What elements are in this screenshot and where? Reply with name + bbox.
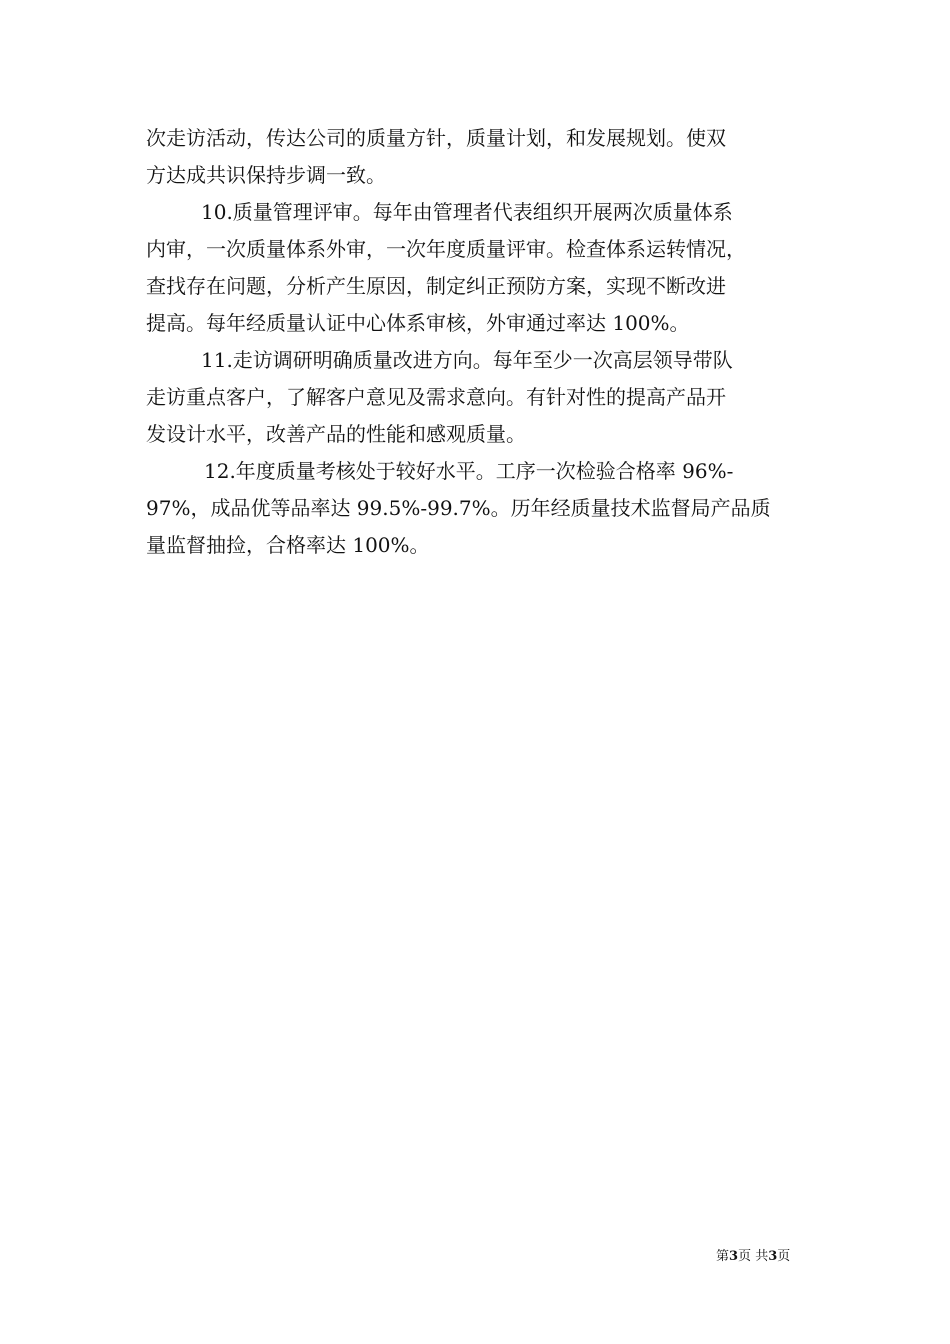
document-body [146,120,811,564]
paragraph-10-start: 10.质量管理评审。每年由管理者代表组织开展两次质量体系 [201,200,733,224]
text-line: 提高。每年经质量认证中心体系审核，外审通过率达 100%。 [146,311,690,335]
current-page-number: 3 [729,1249,739,1264]
footer-middle: 页 共 [738,1249,769,1264]
page-number-footer [716,1247,790,1267]
total-page-number: 3 [768,1249,778,1264]
text-line: 查找存在问题，分析产生原因，制定纠正预防方案，实现不断改进 [146,274,726,298]
text-line: 方达成共识保持步调一致。 [146,163,386,187]
footer-suffix: 页 [777,1249,791,1264]
text-line: 量监督抽捡，合格率达 100%。 [146,533,430,557]
text-line: 97%，成品优等品率达 99.5%-99.7%。历年经质量技术监督局产品质 [146,496,771,520]
text-line: 发设计水平，改善产品的性能和感观质量。 [146,422,526,446]
paragraph-11-start: 11.走访调研明确质量改进方向。每年至少一次高层领导带队 [201,348,733,372]
text-line: 内审，一次质量体系外审，一次年度质量评审。检查体系运转情况， [146,237,746,261]
footer-prefix: 第 [716,1249,730,1264]
text-line: 次走访活动，传达公司的质量方针，质量计划，和发展规划。使双 [146,126,726,150]
text-line: 走访重点客户，了解客户意见及需求意向。有针对性的提高产品开 [146,385,726,409]
paragraph-12-start: 12.年度质量考核处于较好水平。工序一次检验合格率 96%- [204,459,734,483]
